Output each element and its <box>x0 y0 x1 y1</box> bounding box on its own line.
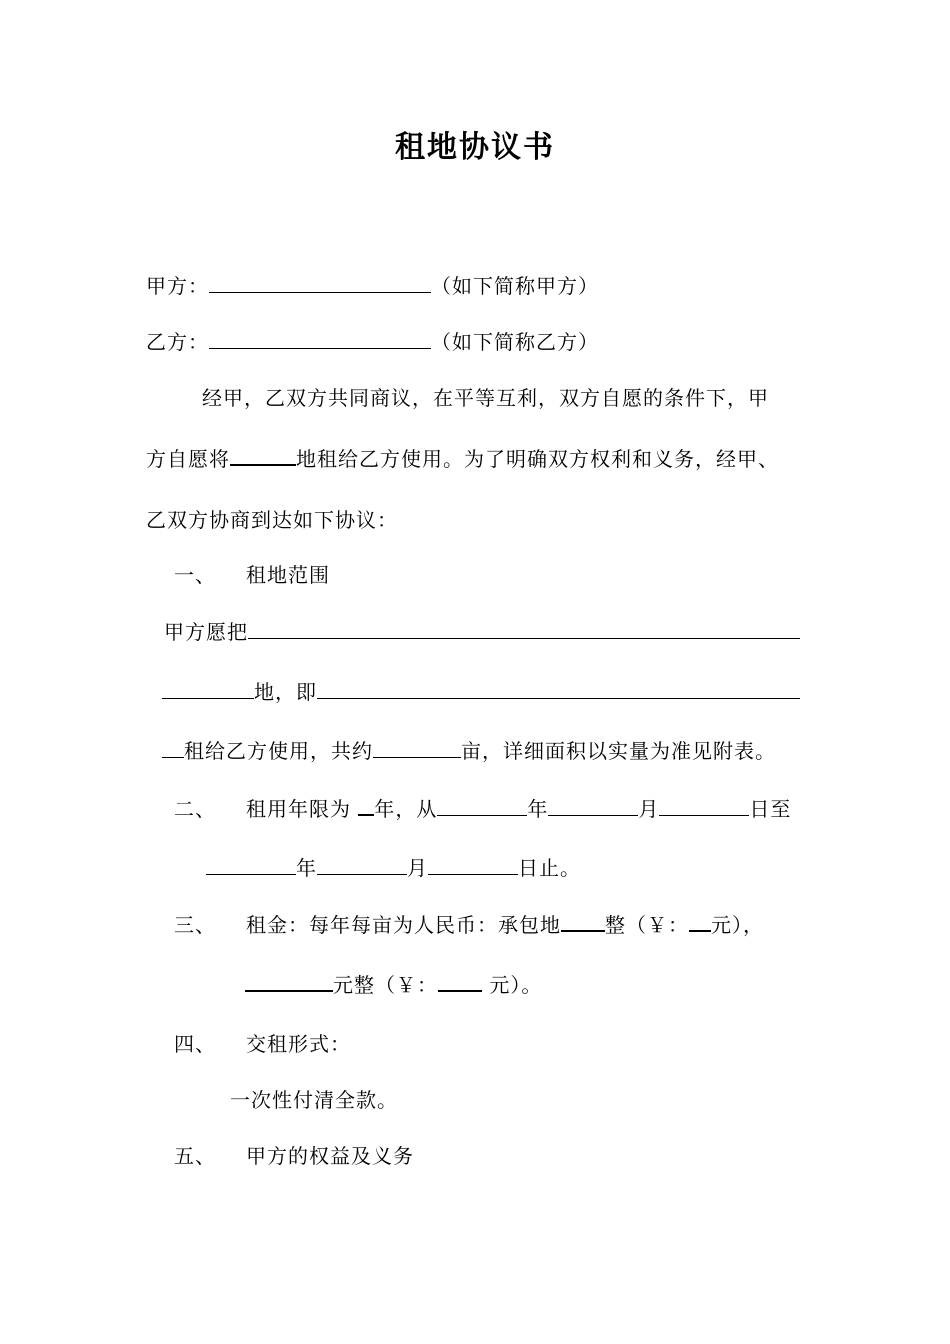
section-3-line-1 <box>174 910 764 939</box>
section-3-line-2-a: 元整（￥： <box>333 973 438 997</box>
land-owner-blank[interactable] <box>248 618 800 639</box>
section-5-number: 五、 <box>174 1144 216 1168</box>
section-2-line-2 <box>206 854 581 882</box>
section-3-line-2 <box>245 970 542 999</box>
intro-line-2 <box>146 444 779 473</box>
rent-number-blank[interactable] <box>689 910 711 932</box>
end-month-label: 月 <box>407 856 428 880</box>
section-1-line-3-post: 亩，详细面积以实量为准见附表。 <box>461 739 776 763</box>
section-3-zheng: 整（￥： <box>605 913 689 937</box>
start-year-blank[interactable] <box>437 795 527 816</box>
section-2-text-pre: 租用年限为 <box>246 797 351 821</box>
party-a-line <box>146 272 599 300</box>
rent-amount-blank[interactable] <box>561 910 605 932</box>
end-day-label: 日止。 <box>518 856 581 880</box>
land-name-blank[interactable] <box>162 678 254 699</box>
section-1-line-1-pre: 甲方愿把 <box>164 620 248 644</box>
end-day-blank[interactable] <box>428 854 518 875</box>
end-year-blank[interactable] <box>206 854 296 875</box>
party-b-blank[interactable] <box>209 328 431 349</box>
intro-line-2-pre: 方自愿将 <box>146 447 230 471</box>
land-range-blank[interactable] <box>317 678 800 699</box>
section-2-text-mid: 年，从 <box>374 797 438 821</box>
section-4-title: 交租形式： <box>246 1032 351 1056</box>
section-1-line-3-mid: 租给乙方使用，共约 <box>184 739 373 763</box>
section-4-number: 四、 <box>174 1032 216 1056</box>
intro-line-3: 乙双方协商到达如下协议： <box>146 508 398 532</box>
section-3-line-2-b: 元）。 <box>489 973 543 997</box>
total-rent-number-blank[interactable] <box>438 970 482 992</box>
end-month-blank[interactable] <box>317 854 407 875</box>
start-month-blank[interactable] <box>548 795 638 816</box>
years-blank[interactable] <box>358 794 374 816</box>
section-1-title: 租地范围 <box>246 563 330 587</box>
party-b-suffix: （如下简称乙方） <box>431 330 599 354</box>
intro-line-2-post: 地租给乙方使用。为了明确双方权利和义务，经甲、 <box>296 447 779 471</box>
section-5-heading <box>174 1142 414 1170</box>
party-a-blank[interactable] <box>209 272 431 293</box>
start-month-label: 月 <box>638 797 660 821</box>
section-3-text-pre: 租金：每年每亩为人民币：承包地 <box>246 913 561 937</box>
intro-line-1: 经甲，乙双方共同商议，在平等互利，双方自愿的条件下，甲 <box>202 386 769 410</box>
end-year-label: 年 <box>296 856 317 880</box>
section-1-heading <box>174 561 330 589</box>
party-b-line <box>146 328 599 356</box>
section-1-number: 一、 <box>174 563 216 587</box>
party-b-label: 乙方： <box>146 330 209 354</box>
party-a-suffix: （如下简称甲方） <box>431 274 599 298</box>
area-mu-blank[interactable] <box>373 737 461 758</box>
section-2-line-1 <box>174 794 791 823</box>
section-4-body: 一次性付清全款。 <box>230 1088 398 1112</box>
section-3-number: 三、 <box>174 913 216 937</box>
start-year-label: 年 <box>527 797 549 821</box>
section-1-line-1 <box>164 618 800 646</box>
document-title: 租地协议书 <box>395 130 555 165</box>
party-a-label: 甲方： <box>146 274 209 298</box>
start-day-blank[interactable] <box>659 795 749 816</box>
section-1-line-3 <box>162 737 776 765</box>
section-3-yuan-close: 元）， <box>711 913 764 937</box>
section-2-number: 二、 <box>174 797 216 821</box>
section-1-line-2 <box>162 678 800 706</box>
section-5-title: 甲方的权益及义务 <box>246 1144 414 1168</box>
start-day-label: 日至 <box>749 797 792 821</box>
land-range-blank-cont[interactable] <box>162 737 184 758</box>
land-location-blank[interactable] <box>230 444 296 466</box>
section-1-line-2-mid: 地，即 <box>254 680 317 704</box>
section-4-heading <box>174 1030 351 1058</box>
total-rent-blank[interactable] <box>245 970 333 992</box>
